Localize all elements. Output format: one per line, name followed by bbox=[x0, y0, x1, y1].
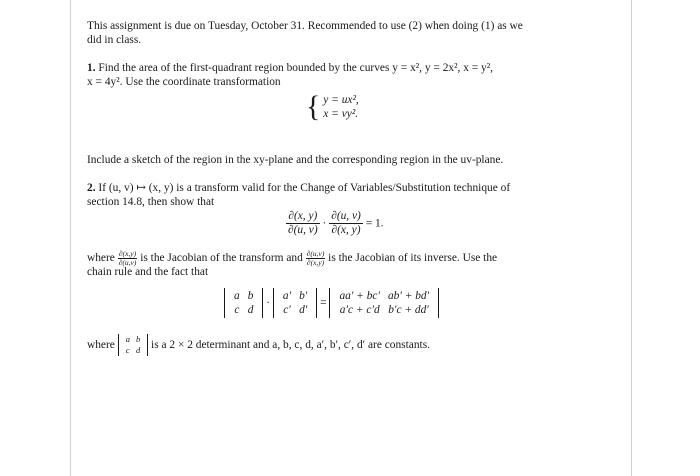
problem1-line-2: x = 4y². Use the coordinate transformation bbox=[87, 76, 281, 88]
small-jacobian-2: $\frac{\partial(u,v)}{\partial(x,y)}$ bbox=[306, 249, 325, 267]
jacobian-fraction-2: $\frac{\partial(u, v)}{\partial(x, y)}$ bbox=[331, 210, 361, 236]
determinant-product-equation: a b c d · a′ b′ c′ d′ = aa′ + bc′ ab′ + bd′ a′c + c′d b′c + dd′ bbox=[224, 288, 439, 318]
problem1-line-1 bbox=[87, 62, 607, 75]
where-final-label: where bbox=[87, 339, 115, 351]
determinant-a: a b c d bbox=[224, 288, 263, 318]
determinant-product: aa′ + bc′ ab′ + bd′ a′c + c′d b′c + dd′ bbox=[329, 288, 439, 318]
determinant-b: a′ b′ c′ d′ bbox=[273, 288, 317, 318]
jacobian-product-equation: $\frac{\partial(x, y)}{\partial(u, v)}$ · $\frac{\partial(u, v)}{\partial(x, y)}$ = 1. bbox=[288, 210, 384, 236]
problem2-number: 2. bbox=[87, 182, 96, 194]
transformation-system bbox=[306, 92, 359, 122]
problem2-text-1: If (u, v) ↦ (x, y) is a transform valid for the Change of Variables/Substitution technique of bbox=[98, 182, 511, 194]
problem1-number: 1. bbox=[87, 62, 96, 74]
problem1-line-3: Include a sketch of the region in the xy-plane and the corresponding region in the uv-plane. bbox=[87, 154, 504, 166]
where-label: where bbox=[87, 252, 115, 265]
intro-line-2: did in class. bbox=[87, 34, 142, 46]
equals-one: = 1. bbox=[365, 217, 384, 230]
problem1-text-1: Find the area of the first-quadrant region bounded by the curves y = x², y = 2x², x = y², bbox=[98, 62, 493, 74]
problem2-line-2: section 14.8, then show that bbox=[87, 196, 215, 208]
problem2-line-3 bbox=[87, 250, 607, 267]
small-jacobian-1: $\frac{\partial(x,y)}{\partial(u,v)}$ bbox=[118, 249, 137, 267]
transform-eq-1: y = ux², bbox=[323, 94, 359, 106]
final-text: is a 2 × 2 determinant and a, b, c, d, a′, b′, c′, d′ are constants. bbox=[151, 339, 430, 351]
small-determinant: a b c d bbox=[118, 334, 149, 356]
left-brace: { bbox=[306, 90, 321, 123]
intro-line-1: This assignment is due on Tuesday, October 31. Recommended to use (2) when doing (1) as we bbox=[87, 20, 523, 32]
jacobian-text-1: is the Jacobian of the transform and bbox=[140, 252, 303, 265]
jacobian-text-2: is the Jacobian of its inverse. Use the bbox=[328, 252, 498, 265]
problem2-final-line bbox=[87, 334, 430, 356]
problem2-line-1 bbox=[87, 182, 607, 195]
transform-eq-2: x = vy². bbox=[323, 108, 359, 120]
problem2-line-4: chain rule and the fact that bbox=[87, 266, 209, 278]
jacobian-fraction-1: $\frac{\partial(x, y)}{\partial(u, v)}$ bbox=[288, 210, 318, 236]
